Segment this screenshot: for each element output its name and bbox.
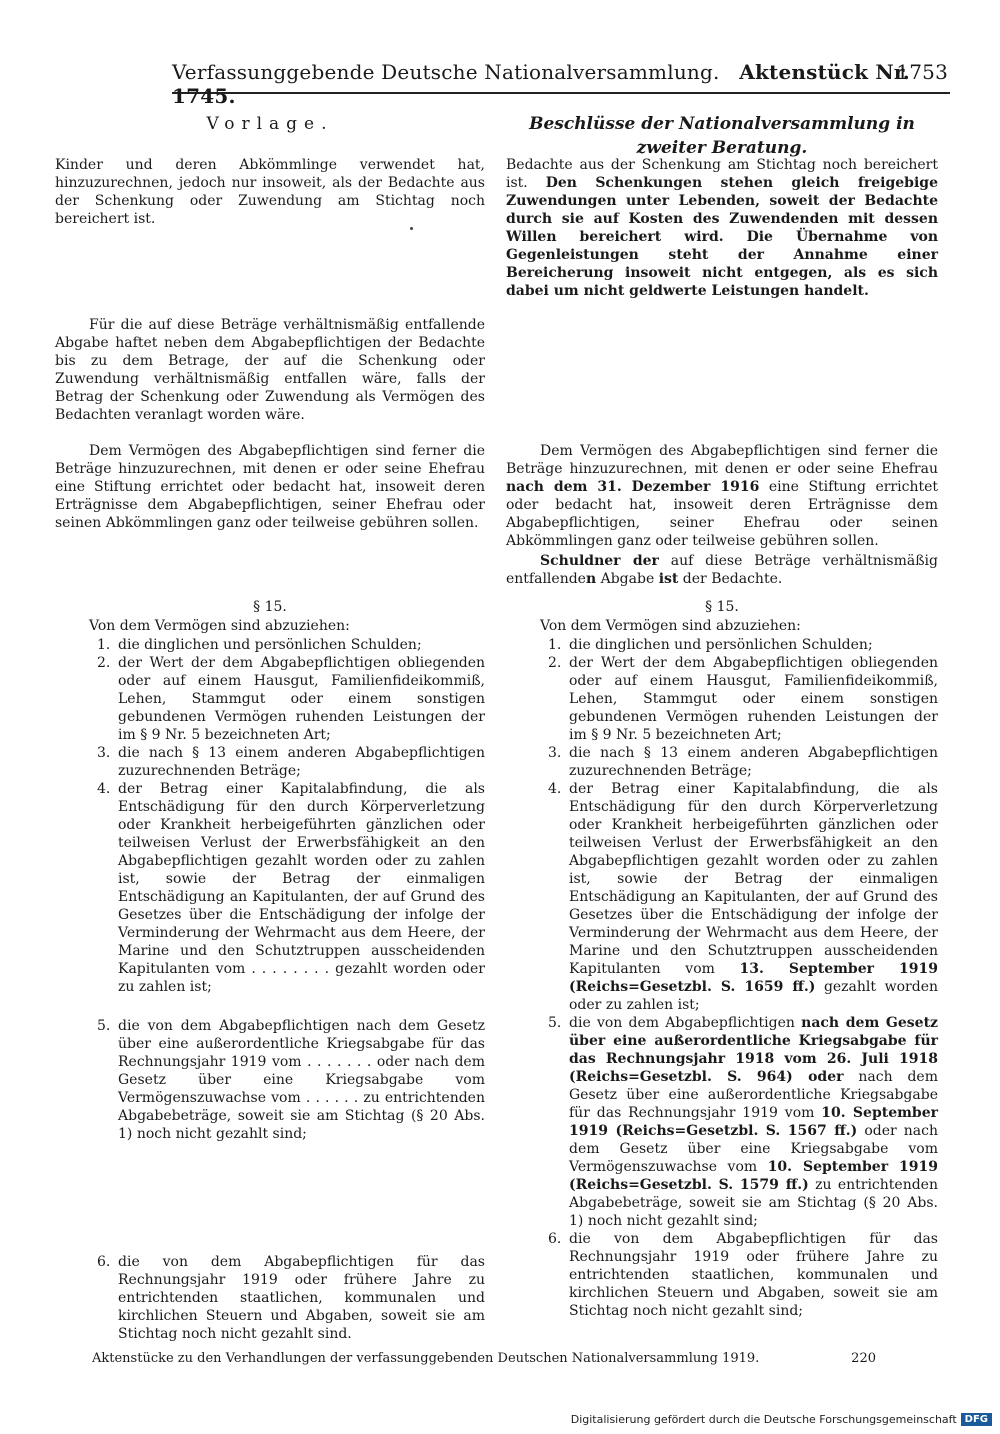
page-header [172, 58, 950, 108]
amendment-text: 10. September 1919 (Reichs=Gesetzbl. S. 1567 ff.) [569, 1105, 939, 1139]
list-item: 3. die nach § 13 einem anderen Abgabepflichtigen zuzurechnenden Beträge; [97, 745, 485, 779]
running-title-assembly: Verfassunggebende Deutsche Nationalversammlung. [172, 60, 720, 84]
right-paragraph-3: Schuldner der auf diese Beträge verhältnismäßig entfallenden Abgabe ist der Bedachte. [506, 553, 938, 587]
list-item: 4. der Betrag einer Kapitalabfindung, die als Entschädigung für den durch Körperverletzung oder Krankheit herbeigeführten gänzlichen oder teilweisen Verlust der Erwerbsfähigkeit an den Abgabepflichtigen gezahlt worden oder zu zahlen ist, sowie der Betrag der einmaligen Entschädigung an Kapitulanten, der auf Grund des Gesetzes über die Entschädigung der infolge der Verminderung der Wehrmacht aus dem Heere, der Marine und den Schutztruppen ausscheidenden Kapitulanten vom . . . . . . . . gezahlt worden oder zu zahlen ist; [97, 781, 485, 995]
page-footer [92, 1351, 882, 1366]
right-column-heading: Beschlüsse der Nationalversammlung in zweiter Beratung. [529, 114, 915, 158]
right-paragraph-1: Bedachte aus der Schenkung am Stichtag noch bereichert ist. Den Schenkungen stehen gleich freigebige Zuwendungen unter Lebenden, soweit der Bedachte durch sie auf Kosten des Zuwendenden mit dessen Willen bereichert wird. Die Übernahme von Gegenleistungen steht der Annahme einer Bereicherung insoweit nicht entgegen, als es sich dabei um nicht geldwerte Leistungen handelt. [506, 157, 938, 299]
list-item: 5. die von dem Abgabepflichtigen nach dem Gesetz über eine außerordentliche Kriegsabgabe für das Rechnungsjahr 1919 vom . . . . . . . oder nach dem Gesetz über eine Kriegsabgabe vom Vermögenszuwachse vom . . . . . . zu entrichtenden Abgabebeträge, soweit sie am Stichtag (§ 20 Abs. 1) noch nicht gezahlt sind; [97, 1018, 485, 1142]
left-paragraph-2: Für die auf diese Beträge verhältnismäßig entfallende Abgabe haftet neben dem Abgabepflichtigen der Bedachte bis zu dem Betrage, der auf die Schenkung oder Zuwendung verhältnismäßig entfallen wäre, falls der Betrag der Schenkung oder Zuwendung als Vermögen des Bedachten veranlagt worden wäre. [55, 317, 485, 423]
print-speck [410, 227, 413, 230]
amendment-text: Den Schenkungen stehen gleich freigebige Zuwendungen unter Lebenden, soweit der Bedachte durch sie auf Kosten des Zuwendenden mit dessen Willen bereichert wird. Die Übernahme von Gegenleistungen steht der Annahme einer Bereicherung insoweit nicht entgegen, als es sich dabei um nicht geldwerte Leistungen handelt. [506, 175, 938, 299]
left-column-heading: Vorlage. [206, 114, 334, 134]
sheet-signature: 220 [851, 1351, 876, 1366]
list-item: 4. der Betrag einer Kapitalabfindung, die als Entschädigung für den durch Körperverletzung oder Krankheit herbeigeführten gänzlichen oder teilweisen Verlust der Erwerbsfähigkeit an den Abgabepflichtigen gezahlt worden oder zu zahlen ist, sowie der Betrag der einmaligen Entschädigung an Kapitulanten, der auf Grund des Gesetzes über die Entschädigung der infolge der Verminderung der Wehrmacht aus dem Heere, der Marine und den Schutztruppen ausscheidenden Kapitulanten vom 13. September 1919 (Reichs=Gesetzbl. S. 1659 ff.) gezahlt worden oder zu zahlen ist; [548, 781, 938, 1013]
left-paragraph-1: Kinder und deren Abkömmlinge verwendet hat, hinzuzurechnen, jedoch nur insoweit, als der Bedachte aus der Schenkung oder Zuwendung am Stichtag noch bereichert ist. [55, 157, 485, 227]
list-item: 3. die nach § 13 einem anderen Abgabepflichtigen zuzurechnenden Beträge; [548, 745, 938, 779]
left-deduction-list-item-6 [55, 1253, 485, 1343]
list-item: 6. die von dem Abgabepflichtigen für das Rechnungsjahr 1919 oder frühere Jahre zu entrichtenden staatlichen, kommunalen und kirchlichen Steuern und Abgaben, soweit sie am Stichtag noch nicht gezahlt sind. [97, 1254, 485, 1342]
list-item: 1. die dinglichen und persönlichen Schulden; [97, 637, 422, 653]
amendment-text: nach dem 31. Dezember 1916 [506, 479, 760, 495]
running-title [172, 60, 950, 108]
amendment-text: 10. September 1919 (Reichs=Gesetzbl. S. 1579 ff.) [569, 1159, 938, 1193]
list-item: 5. die von dem Abgabepflichtigen nach dem Gesetz über eine außerordentliche Kriegsabgabe für das Rechnungsjahr 1918 vom 26. Juli 1918 (Reichs=Gesetzbl. S. 964) oder nach dem Gesetz über eine außerordentliche Kriegsabgabe für das Rechnungsjahr 1919 vom 10. September 1919 (Reichs=Gesetzbl. S. 1567 ff.) oder nach dem Gesetz über eine Kriegsabgabe vom Vermögenszuwachse vom 10. September 1919 (Reichs=Gesetzbl. S. 1579 ff.) zu entrichtenden Abgabebeträge, soweit sie am Stichtag (§ 20 Abs. 1) noch nicht gezahlt sind; [548, 1015, 939, 1229]
right-deduction-list [506, 636, 938, 1320]
left-deduction-list-item-5 [55, 1017, 485, 1143]
dfg-logo-icon: DFG [961, 1413, 992, 1426]
footer-source-note: Aktenstücke zu den Verhandlungen der verfassunggebenden Deutschen Nationalversammlung 1919. [92, 1351, 760, 1366]
amendment-text: Schuldner der [540, 553, 659, 569]
list-item: 6. die von dem Abgabepflichtigen für das Rechnungsjahr 1919 oder frühere Jahre zu entrichtenden staatlichen, kommunalen und kirchlichen Steuern und Abgaben, soweit sie am Stichtag noch nicht gezahlt sind; [548, 1231, 938, 1319]
right-section-15-title: § 15. [705, 599, 739, 615]
digitization-credit-text: Digitalisierung gefördert durch die Deutsche Forschungsgemeinschaft [570, 1413, 957, 1426]
page-number: 1753 [896, 60, 948, 84]
left-section-intro: Von dem Vermögen sind abzuziehen: [89, 618, 350, 634]
running-title-document-number: Aktenstück Nr. 1745. [172, 60, 910, 108]
amendment-text: nach dem Gesetz über eine außerordentliche Kriegsabgabe für das Rechnungsjahr 1918 vom 26. Juli 1918 (Reichs=Gesetzbl. S. 964) oder [569, 1015, 938, 1085]
list-item: 2. der Wert der dem Abgabepflichtigen obliegenden oder auf einem Hausgut, Familienfideikommiß, Lehen, Stammgut oder einem sonstigen gebundenen Vermögen ruhenden Leistungen der im § 9 Nr. 5 bezeichneten Art; [548, 655, 938, 743]
list-item: 2. der Wert der dem Abgabepflichtigen obliegenden oder auf einem Hausgut, Familienfideikommiß, Lehen, Stammgut oder einem sonstigen gebundenen Vermögen ruhenden Leistungen der im § 9 Nr. 5 bezeichneten Art; [97, 655, 485, 743]
left-column-draft [55, 112, 485, 1347]
list-item: 1. die dinglichen und persönlichen Schulden; [548, 637, 873, 653]
left-paragraph-3: Dem Vermögen des Abgabepflichtigen sind ferner die Beträge hinzuzurechnen, mit denen er oder seine Ehefrau eine Stiftung errichtet oder bedacht hat, insoweit deren Erträgnisse dem Abgabepflichtigen, seiner Ehefrau oder seinen Abkömmlingen ganz oder teilweise gebühren sollen. [55, 443, 485, 531]
right-column-resolutions [506, 112, 938, 1347]
right-section-intro: Von dem Vermögen sind abzuziehen: [540, 618, 801, 634]
left-section-15-title: § 15. [253, 599, 287, 615]
right-paragraph-2: Dem Vermögen des Abgabepflichtigen sind ferner die Beträge hinzuzurechnen, mit denen er oder seine Ehefrau nach dem 31. Dezember 1916 eine Stiftung errichtet oder bedacht hat, insoweit deren Erträgnisse dem Abgabepflichtigen, seiner Ehefrau oder seinen Abkömmlingen ganz oder teilweise gebühren sollen. [506, 443, 938, 549]
digitization-credit [571, 1413, 992, 1426]
left-deduction-list [55, 636, 485, 996]
amendment-text: 13. September 1919 (Reichs=Gesetzbl. S. 1659 ff.) [569, 961, 938, 995]
